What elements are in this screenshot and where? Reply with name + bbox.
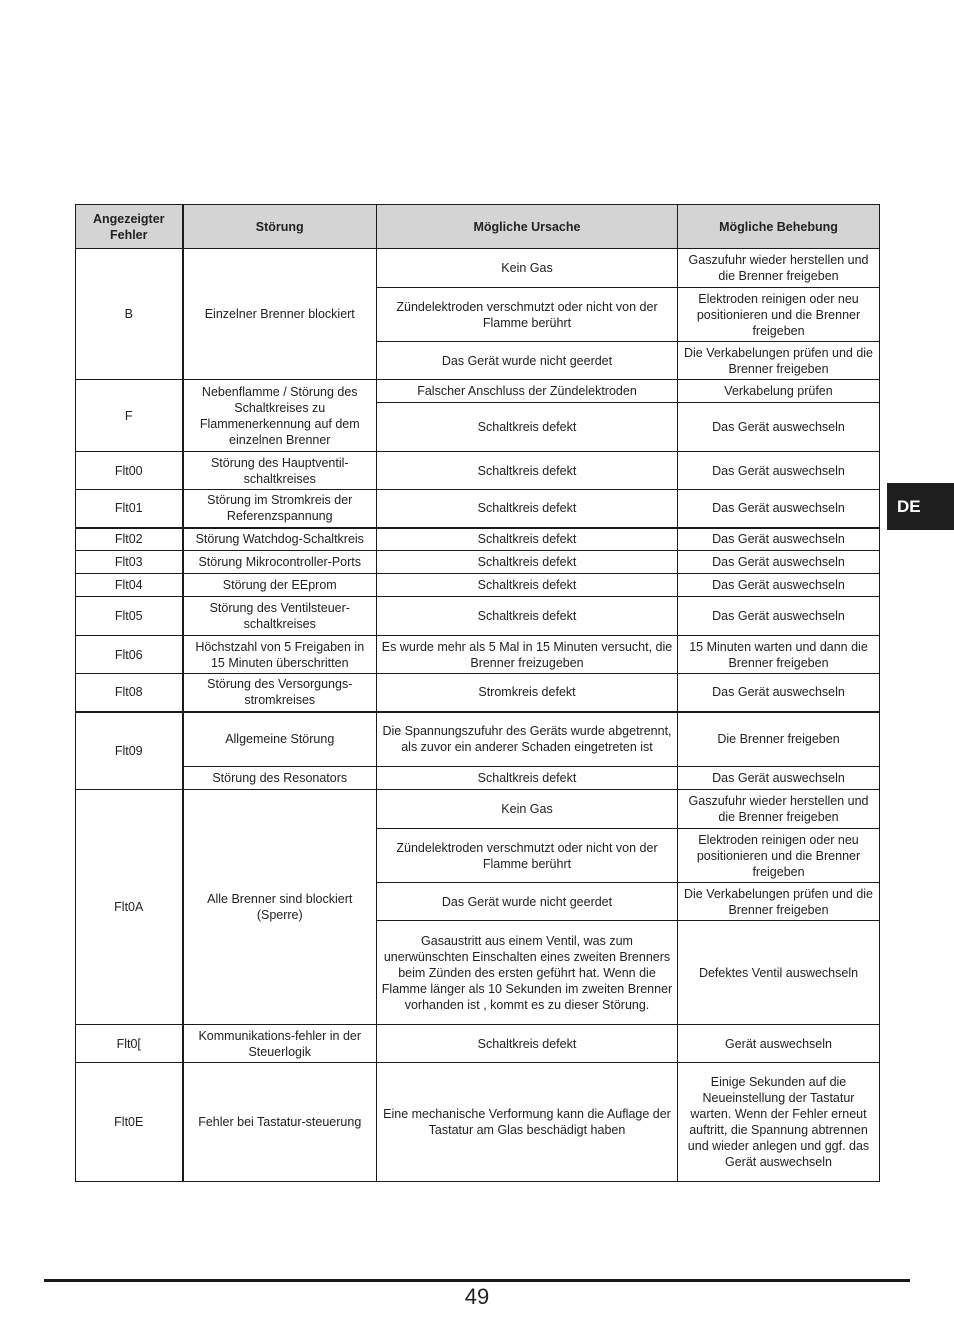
cause-cell: Schaltkreis defekt	[377, 574, 678, 597]
cause-cell: Zündelektroden verschmutzt oder nicht von der Flamme berührt	[377, 829, 678, 883]
error-code-cell: Flt01	[76, 490, 183, 528]
cause-cell: Schaltkreis defekt	[377, 490, 678, 528]
fault-cell: Fehler bei Tastatur-steuerung	[183, 1063, 377, 1182]
table-row	[76, 674, 880, 712]
error-code-cell: Flt06	[76, 636, 183, 674]
remedy-cell: Gerät auswechseln	[678, 1025, 880, 1063]
remedy-cell: Einige Sekunden auf die Neueinstellung der Tastatur warten. Wenn der Fehler erneut auftritt, die Spannung abtrennen und wieder anlegen und ggf. das Gerät auswechseln	[678, 1063, 880, 1182]
table-row	[76, 574, 880, 597]
header-remedy: Mögliche Behebung	[678, 205, 880, 249]
cause-cell: Das Gerät wurde nicht geerdet	[377, 342, 678, 380]
remedy-cell: Elektroden reinigen oder neu positionieren und die Brenner freigeben	[678, 288, 880, 342]
remedy-cell: Das Gerät auswechseln	[678, 551, 880, 574]
error-code-cell: Flt00	[76, 452, 183, 490]
error-code-cell: Flt0[	[76, 1025, 183, 1063]
cause-cell: Schaltkreis defekt	[377, 452, 678, 490]
table-row	[76, 712, 880, 767]
footer-divider	[44, 1279, 910, 1282]
remedy-cell: Das Gerät auswechseln	[678, 528, 880, 551]
fault-cell: Kommunikations-fehler in der Steuerlogik	[183, 1025, 377, 1063]
remedy-cell: Elektroden reinigen oder neu positionieren und die Brenner freigeben	[678, 829, 880, 883]
fault-cell: Einzelner Brenner blockiert	[183, 249, 377, 380]
cause-cell: Schaltkreis defekt	[377, 1025, 678, 1063]
table-row	[76, 767, 880, 790]
header-cause: Mögliche Ursache	[377, 205, 678, 249]
error-code-cell: Flt09	[76, 712, 183, 790]
cause-cell: Schaltkreis defekt	[377, 528, 678, 551]
table-row	[76, 528, 880, 551]
table-row	[76, 636, 880, 674]
cause-cell: Zündelektroden verschmutzt oder nicht von der Flamme berührt	[377, 288, 678, 342]
header-code: Angezeigter Fehler	[76, 205, 183, 249]
fault-cell: Störung des Ventilsteuer-schaltkreises	[183, 597, 377, 636]
remedy-cell: Gaszufuhr wieder herstellen und die Brenner freigeben	[678, 249, 880, 288]
cause-cell: Schaltkreis defekt	[377, 551, 678, 574]
cause-cell: Gasaustritt aus einem Ventil, was zum unerwünschten Einschalten eines zweiten Brenners beim Zünden des ersten geführt hat. Wenn die Flamme länger als 10 Sekunden im zweiten Brenner vorhanden ist , kommt es zu dieser Störung.	[377, 921, 678, 1025]
table-row	[76, 1025, 880, 1063]
fault-cell: Allgemeine Störung	[183, 712, 377, 767]
remedy-cell: Defektes Ventil auswechseln	[678, 921, 880, 1025]
cause-cell: Das Gerät wurde nicht geerdet	[377, 883, 678, 921]
remedy-cell: Das Gerät auswechseln	[678, 767, 880, 790]
error-code-cell: Flt08	[76, 674, 183, 712]
table-row	[76, 380, 880, 403]
fault-cell: Störung des Resonators	[183, 767, 377, 790]
fault-cell: Höchstzahl von 5 Freigaben in 15 Minuten überschritten	[183, 636, 377, 674]
error-code-cell: Flt03	[76, 551, 183, 574]
remedy-cell: 15 Minuten warten und dann die Brenner freigeben	[678, 636, 880, 674]
header-fault: Störung	[183, 205, 377, 249]
remedy-cell: Die Brenner freigeben	[678, 712, 880, 767]
remedy-cell: Das Gerät auswechseln	[678, 574, 880, 597]
remedy-cell: Gaszufuhr wieder herstellen und die Brenner freigeben	[678, 790, 880, 829]
fault-cell: Störung der EEprom	[183, 574, 377, 597]
fault-cell: Störung des Versorgungs-stromkreises	[183, 674, 377, 712]
error-code-cell: Flt0E	[76, 1063, 183, 1182]
error-code-cell: B	[76, 249, 183, 380]
cause-cell: Schaltkreis defekt	[377, 403, 678, 452]
error-code-cell: Flt05	[76, 597, 183, 636]
table-row	[76, 1063, 880, 1182]
cause-cell: Stromkreis defekt	[377, 674, 678, 712]
error-code-cell: F	[76, 380, 183, 452]
table-row	[76, 249, 880, 288]
remedy-cell: Das Gerät auswechseln	[678, 490, 880, 528]
remedy-cell: Das Gerät auswechseln	[678, 674, 880, 712]
fault-cell: Störung des Hauptventil-schaltkreises	[183, 452, 377, 490]
remedy-cell: Die Verkabelungen prüfen und die Brenner freigeben	[678, 883, 880, 921]
error-code-cell: Flt04	[76, 574, 183, 597]
table-header-row	[76, 205, 880, 249]
remedy-cell: Das Gerät auswechseln	[678, 597, 880, 636]
fault-cell: Störung im Stromkreis der Referenzspannung	[183, 490, 377, 528]
error-code-cell: Flt02	[76, 528, 183, 551]
fault-cell: Störung Mikrocontroller-Ports	[183, 551, 377, 574]
error-code-cell: Flt0A	[76, 790, 183, 1025]
cause-cell: Schaltkreis defekt	[377, 767, 678, 790]
cause-cell: Schaltkreis defekt	[377, 597, 678, 636]
page-number: 49	[464, 1284, 490, 1309]
cause-cell: Eine mechanische Verformung kann die Auflage der Tastatur am Glas beschädigt haben	[377, 1063, 678, 1182]
cause-cell: Kein Gas	[377, 249, 678, 288]
cause-cell: Es wurde mehr als 5 Mal in 15 Minuten versucht, die Brenner freizugeben	[377, 636, 678, 674]
fault-cell: Störung Watchdog-Schaltkreis	[183, 528, 377, 551]
fault-cell: Alle Brenner sind blockiert (Sperre)	[183, 790, 377, 1025]
remedy-cell: Das Gerät auswechseln	[678, 403, 880, 452]
table-row	[76, 790, 880, 829]
table-row	[76, 551, 880, 574]
table-row	[76, 452, 880, 490]
table-row	[76, 597, 880, 636]
table-row	[76, 490, 880, 528]
language-tab: DE	[887, 483, 954, 530]
remedy-cell: Verkabelung prüfen	[678, 380, 880, 403]
cause-cell: Die Spannungszufuhr des Geräts wurde abgetrennt, als zuvor ein anderer Schaden eingetreten ist	[377, 712, 678, 767]
fault-code-table	[75, 204, 880, 1182]
remedy-cell: Die Verkabelungen prüfen und die Brenner freigeben	[678, 342, 880, 380]
remedy-cell: Das Gerät auswechseln	[678, 452, 880, 490]
cause-cell: Kein Gas	[377, 790, 678, 829]
cause-cell: Falscher Anschluss der Zündelektroden	[377, 380, 678, 403]
fault-cell: Nebenflamme / Störung des Schaltkreises zu Flammenerkennung auf dem einzelnen Brenner	[183, 380, 377, 452]
